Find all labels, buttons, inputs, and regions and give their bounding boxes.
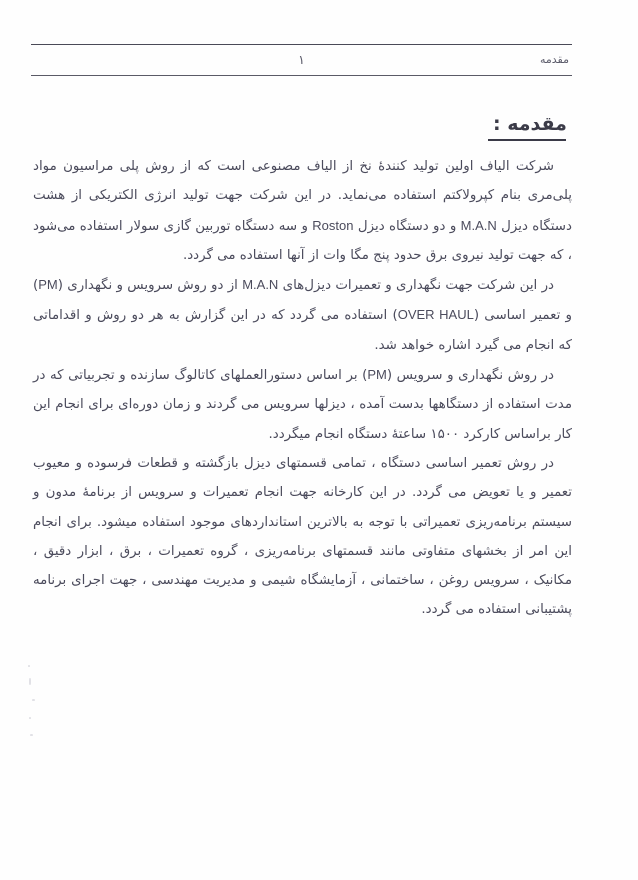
header-row [31, 45, 572, 75]
header-section-label: مقدمه [539, 53, 569, 66]
header-rule-bottom [31, 75, 572, 76]
page-header [31, 44, 572, 76]
body-text [33, 152, 572, 625]
paragraph: در این شرکت جهت نگهداری و تعمیرات دیزل‌های M.A.N از دو روش سرویس و نگهداری (PM) و تعمیر اساسی (OVER HAUL) استفاده می گردد که در این گزارش به هر دو روش و اقداماتی که انجام می گیرد اشاره خواهد شد. [33, 277, 573, 353]
scan-speck [29, 717, 31, 719]
paragraph: در روش نگهداری و سرویس (PM) بر اساس دستورالعملهای کاتالوگ سازنده و تجربیاتی که در مدت استفاده از دستگاهها بدست آمده ، دیزلها سرویس می گردند و زمان دوره‌ای برای انجام این کار براساس کارکرد ۱۵۰۰ ساعتۀ دستگاه انجام میگردد. [33, 367, 572, 442]
scan-speck [29, 678, 31, 685]
paragraph: شرکت الیاف اولین تولید کنندۀ نخ از الیاف مصنوعی است که از روش پلی مراسیون مواد پلی‌مری بنام کپرولاکتم استفاده می‌نماید. در این شرکت جهت تولید انرژی الکتریکی از هشت دستگاه دیزل M.A.N و دو دستگاه دیزل Roston و سه دستگاه توربین گازی سولار استفاده می‌شود ، که جهت تولید نیروی برق حدود پنج مگا وات از آنها استفاده می گردد. [33, 159, 572, 263]
scan-speck [30, 734, 33, 736]
scan-speck [28, 665, 30, 667]
scan-speck [32, 699, 35, 701]
page-title: مقدمه : [493, 113, 567, 135]
title-block [488, 113, 572, 141]
title-underline [488, 139, 566, 141]
paragraph: در روش تعمیر اساسی دستگاه ، تمامی قسمتهای دیزل بازگشته و قطعات فرسوده و معیوب تعمیر و یا تعویض می گردد. در این کارخانه جهت انجام تعمیرات و سرویس از برنامۀ مدون و سیستم برنامه‌ریزی تعمیراتی با توجه به بالاترین استانداردهای موجود استفاده میشود. برای انجام این امر از بخشهای متفاوتی مانند قسمتهای برنامه‌ریزی ، گروه تعمیرات ، برق ، ابزار دقیق ، مکانیک ، سرویس روغن ، ساختمانی ، آزمایشگاه شیمی و مدیریت مهندسی ، جهت اجرای برنامه پشتیبانی استفاده می گردد. [33, 455, 572, 618]
page-number: ۱ [298, 52, 305, 67]
